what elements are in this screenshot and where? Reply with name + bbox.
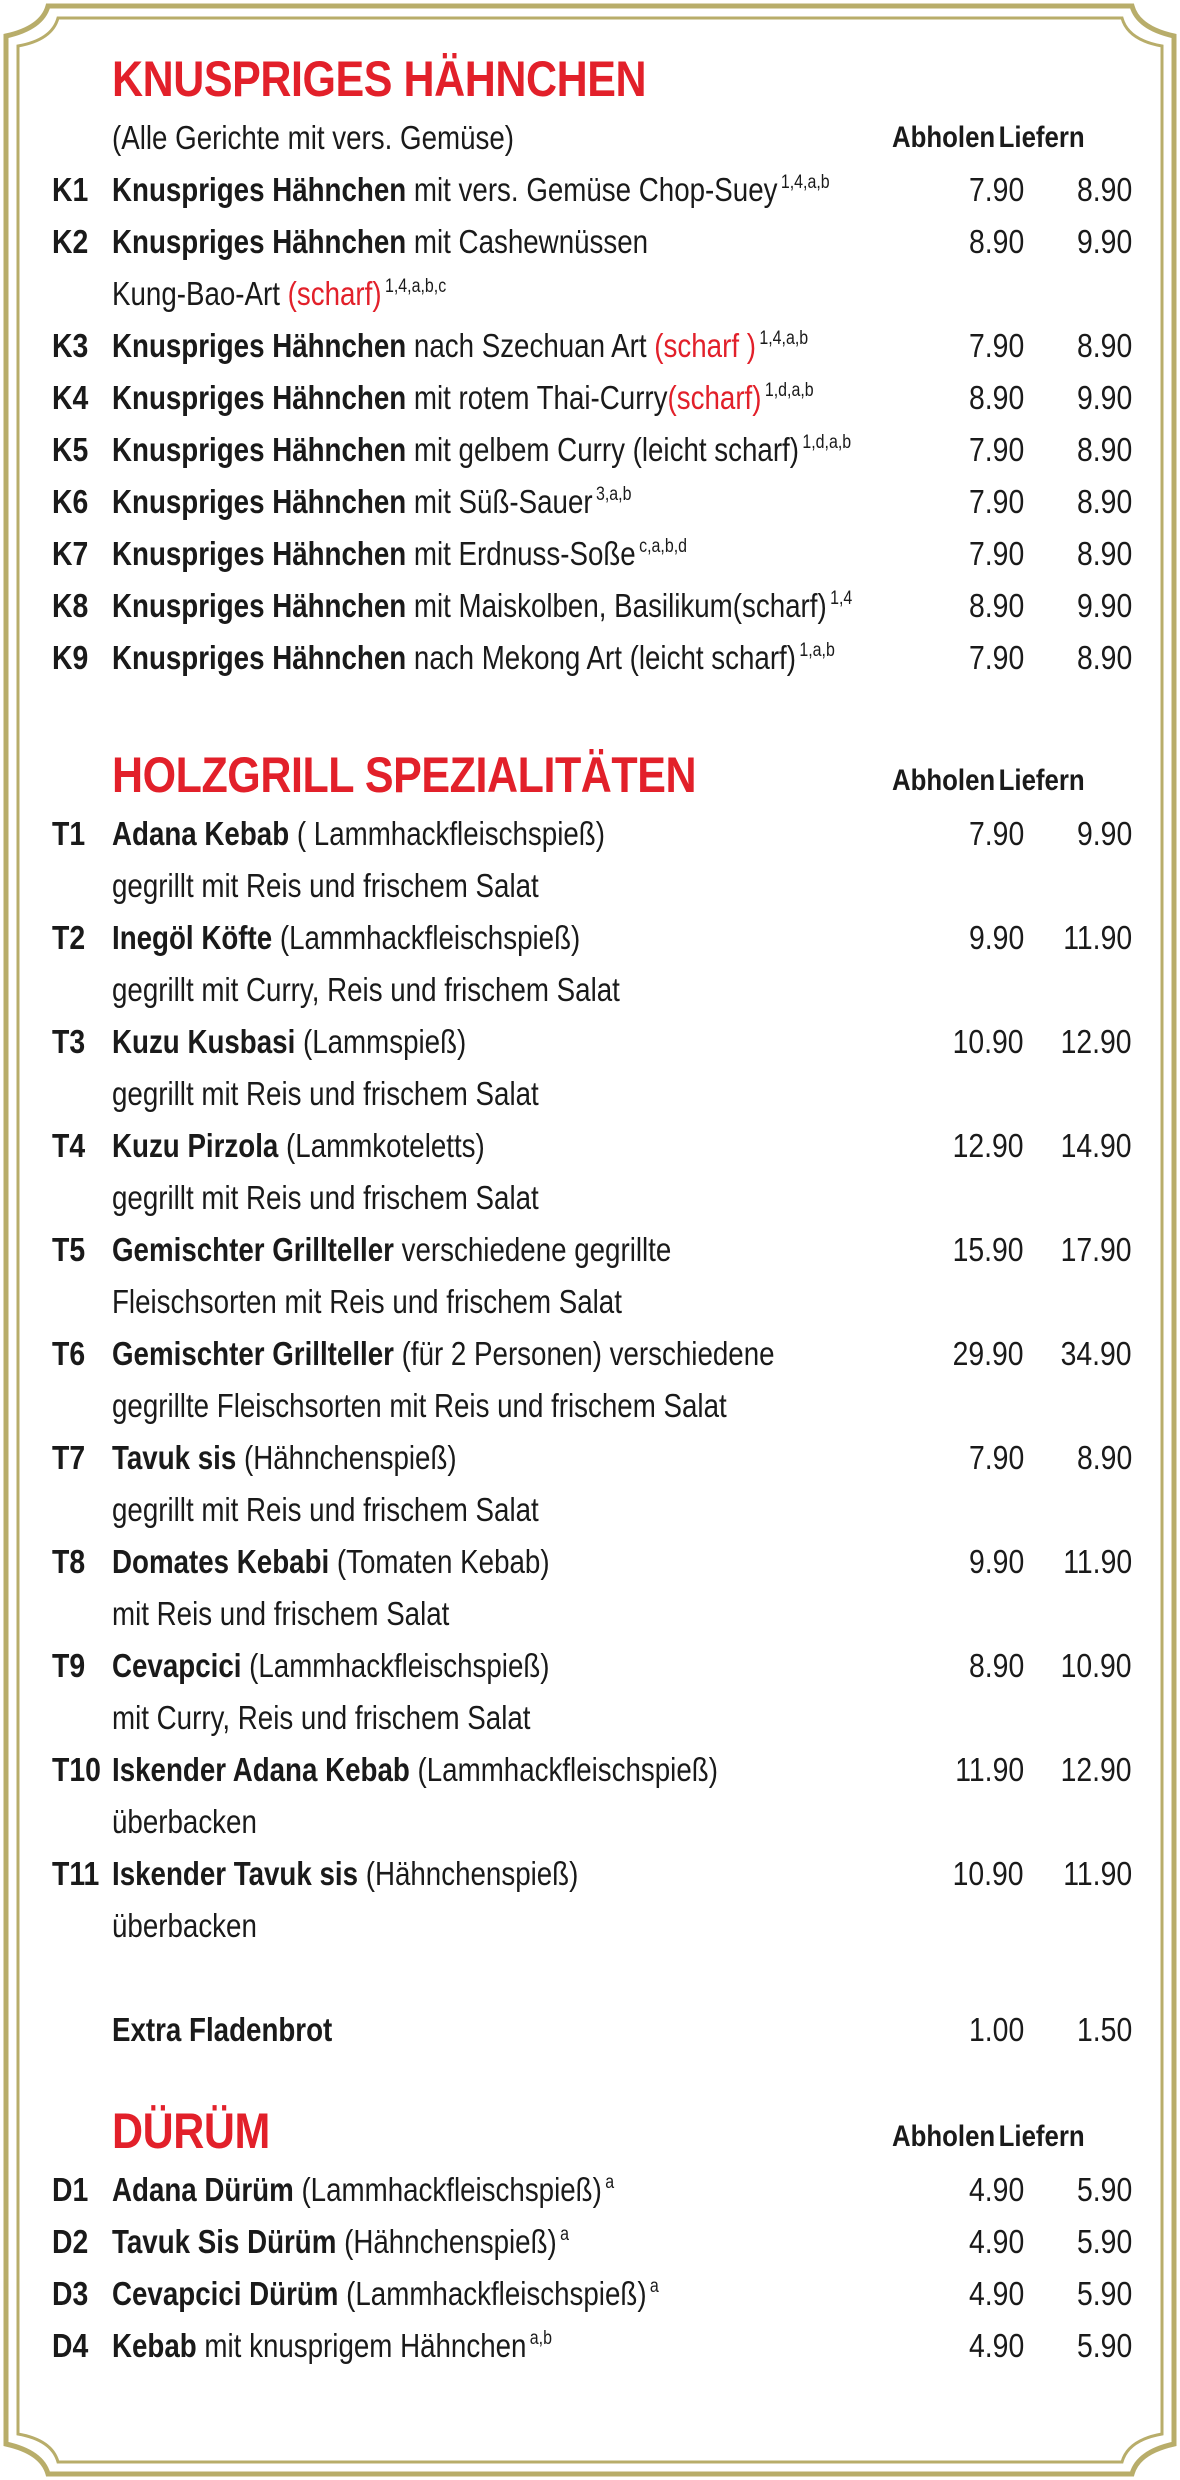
item-text <box>112 1848 578 1900</box>
item-text <box>112 1224 671 1276</box>
item-code: T6 <box>52 1335 86 1372</box>
item-description-cont: Kung-Bao-Art <box>112 275 280 312</box>
price-pickup: 8.90 <box>968 1647 1024 1684</box>
section-header-durum <box>52 2092 1132 2164</box>
price-delivery: 5.90 <box>1076 2275 1132 2312</box>
spicy-note: (scharf) <box>287 275 382 312</box>
item-name: Knuspriges Hähnchen <box>112 327 407 364</box>
menu-item-row <box>52 528 1132 580</box>
price-delivery: 8.90 <box>1076 171 1132 208</box>
item-text <box>112 528 687 580</box>
price-pickup: 10.90 <box>952 1855 1024 1892</box>
section-title: HOLZGRILL SPEZIALITÄTEN <box>112 747 697 803</box>
price-pickup: 4.90 <box>968 2171 1024 2208</box>
item-code: T11 <box>52 1855 100 1892</box>
item-description-cont: Fleischsorten mit Reis und frischem Salat <box>112 1283 622 1320</box>
item-name: Iskender Adana Kebab <box>112 1751 410 1788</box>
price-pickup: 7.90 <box>968 815 1024 852</box>
item-text <box>112 476 631 528</box>
item-description: mit Süß-Sauer <box>413 483 593 520</box>
item-description: (Lammspieß) <box>302 1023 467 1060</box>
item-code: T10 <box>52 1751 101 1788</box>
section-subtitle-row <box>52 112 1132 164</box>
item-continuation-text <box>112 860 539 912</box>
item-name: Kebab <box>112 2327 197 2364</box>
menu-item-row <box>52 2268 1132 2320</box>
item-code: T2 <box>52 919 86 956</box>
menu-item-row <box>52 2164 1132 2216</box>
price-pickup: 8.90 <box>968 379 1024 416</box>
price-pickup: 7.90 <box>968 171 1024 208</box>
item-description: ( Lammhackfleischspieß) <box>296 815 605 852</box>
menu-item-row <box>52 1640 1132 1692</box>
price-pickup: 7.90 <box>968 327 1024 364</box>
price-delivery: 8.90 <box>1076 483 1132 520</box>
allergen-codes: 1,d,a,b <box>764 380 814 401</box>
menu-item-row <box>52 216 1132 268</box>
item-description-cont: gegrillt mit Reis und frischem Salat <box>112 867 539 904</box>
item-name: Knuspriges Hähnchen <box>112 639 407 676</box>
menu-content <box>52 40 1132 2372</box>
item-description: (Lammkoteletts) <box>286 1127 485 1164</box>
item-name: Gemischter Grillteller <box>112 1335 394 1372</box>
item-description: (Lammhackfleischspieß) <box>346 2275 647 2312</box>
item-description-cont: mit Curry, Reis und frischem Salat <box>112 1699 531 1736</box>
item-code: D1 <box>52 2171 89 2208</box>
item-name: Cevapcici <box>112 1647 242 1684</box>
menu-item-row <box>52 2320 1132 2372</box>
spicy-note: (scharf ) <box>654 327 756 364</box>
item-description-cont: gegrillt mit Reis und frischem Salat <box>112 1075 539 1112</box>
menu-item-continuation <box>52 1900 1132 1952</box>
menu-item-row <box>52 580 1132 632</box>
price-pickup: 11.90 <box>955 1751 1024 1788</box>
item-text <box>112 216 648 268</box>
menu-item-row <box>52 1120 1132 1172</box>
column-labels <box>892 764 1098 798</box>
menu-item-continuation <box>52 268 1132 320</box>
allergen-codes: 1,4 <box>830 588 853 609</box>
allergen-codes: a,b <box>529 2328 553 2349</box>
price-delivery: 34.90 <box>1060 1335 1132 1372</box>
allergen-codes: a <box>560 2224 569 2245</box>
menu-item-continuation <box>52 964 1132 1016</box>
col-delivery-label: Liefern <box>998 2120 1085 2153</box>
item-code: T3 <box>52 1023 86 1060</box>
menu-item-row <box>52 1432 1132 1484</box>
price-delivery: 10.90 <box>1060 1647 1132 1684</box>
price-delivery: 12.90 <box>1060 1023 1132 1060</box>
item-name: Inegöl Köfte <box>112 919 273 956</box>
menu-item-row <box>52 1848 1132 1900</box>
item-text <box>112 912 580 964</box>
item-text <box>112 580 852 632</box>
item-text <box>112 320 808 372</box>
section-header-holzgrill <box>52 736 1132 808</box>
item-code: K1 <box>52 171 89 208</box>
menu-item-row <box>52 1536 1132 1588</box>
item-code: T5 <box>52 1231 86 1268</box>
price-pickup: 7.90 <box>968 535 1024 572</box>
price-pickup: 4.90 <box>968 2275 1024 2312</box>
price-delivery: 11.90 <box>1063 919 1132 956</box>
menu-item-row <box>52 424 1132 476</box>
item-code: K3 <box>52 327 89 364</box>
item-text <box>112 2268 659 2320</box>
menu-list-holzgrill <box>52 808 1132 1952</box>
item-description: mit Erdnuss-Soße <box>413 535 636 572</box>
menu-item-continuation <box>52 1796 1132 1848</box>
item-text <box>112 2216 569 2268</box>
item-code: D4 <box>52 2327 89 2364</box>
item-name: Tavuk Sis Dürüm <box>112 2223 337 2260</box>
item-continuation-text <box>112 964 620 1016</box>
item-code: D2 <box>52 2223 89 2260</box>
menu-item-continuation <box>52 860 1132 912</box>
item-text <box>112 2164 614 2216</box>
item-description: mit vers. Gemüse Chop-Suey <box>413 171 778 208</box>
price-delivery: 9.90 <box>1076 815 1132 852</box>
item-description: mit Cashewnüssen <box>413 223 649 260</box>
menu-item-row <box>52 1224 1132 1276</box>
price-pickup: 10.90 <box>952 1023 1024 1060</box>
menu-item-continuation <box>52 1484 1132 1536</box>
price-pickup: 7.90 <box>968 431 1024 468</box>
item-name: Kuzu Pirzola <box>112 1127 279 1164</box>
menu-item-row <box>52 1328 1132 1380</box>
price-pickup: 9.90 <box>968 1543 1024 1580</box>
item-description-cont: überbacken <box>112 1803 257 1840</box>
price-delivery: 12.90 <box>1060 1751 1132 1788</box>
item-continuation-text <box>112 268 446 320</box>
menu-list-knuspriges <box>52 164 1132 684</box>
item-description-cont: überbacken <box>112 1907 257 1944</box>
item-code: K7 <box>52 535 89 572</box>
menu-item-row <box>52 1744 1132 1796</box>
price-delivery: 9.90 <box>1076 223 1132 260</box>
menu-item-continuation <box>52 1588 1132 1640</box>
item-code: K9 <box>52 639 89 676</box>
item-name: Adana Kebab <box>112 815 290 852</box>
item-description: (Lammhackfleischspieß) <box>279 919 581 956</box>
item-text <box>112 424 851 476</box>
price-delivery: 17.90 <box>1060 1231 1132 1268</box>
allergen-codes: a <box>649 2276 659 2297</box>
price-pickup: 29.90 <box>952 1335 1024 1372</box>
menu-item-continuation <box>52 1692 1132 1744</box>
item-code: K4 <box>52 379 89 416</box>
price-delivery: 11.90 <box>1063 1855 1132 1892</box>
price-pickup: 7.90 <box>968 1439 1024 1476</box>
item-description-cont: gegrillt mit Curry, Reis und frischem Salat <box>112 971 620 1008</box>
item-name: Cevapcici Dürüm <box>112 2275 339 2312</box>
price-delivery: 11.90 <box>1063 1543 1132 1580</box>
item-description: (Lammhackfleischspieß) <box>417 1751 718 1788</box>
item-code: K2 <box>52 223 89 260</box>
price-pickup: 12.90 <box>952 1127 1024 1164</box>
item-continuation-text <box>112 1900 257 1952</box>
col-pickup-label: Abholen <box>892 2120 996 2153</box>
item-description: mit rotem Thai-Curry <box>413 379 668 416</box>
item-text <box>112 1120 485 1172</box>
item-continuation-text <box>112 1172 539 1224</box>
column-labels <box>892 112 1098 164</box>
item-description: (Lammhackfleischspieß) <box>249 1647 550 1684</box>
price-delivery: 5.90 <box>1076 2223 1132 2260</box>
item-description-cont: gegrillte Fleischsorten mit Reis und frischem Salat <box>112 1387 727 1424</box>
item-continuation-text <box>112 1588 449 1640</box>
menu-item-row <box>52 808 1132 860</box>
item-name: Extra Fladenbrot <box>112 2011 333 2048</box>
menu-item-extra <box>52 2004 1132 2056</box>
item-text <box>112 372 814 424</box>
item-continuation-text <box>112 1380 727 1432</box>
item-code: K6 <box>52 483 89 520</box>
price-delivery: 8.90 <box>1076 327 1132 364</box>
item-text <box>112 632 835 684</box>
item-description: mit Maiskolben, Basilikum(scharf) <box>413 587 827 624</box>
item-continuation-text <box>112 1068 539 1120</box>
item-description-cont: gegrillt mit Reis und frischem Salat <box>112 1491 539 1528</box>
menu-item-row <box>52 1016 1132 1068</box>
item-text <box>112 2320 552 2372</box>
item-continuation-text <box>112 1692 530 1744</box>
item-code: K5 <box>52 431 89 468</box>
item-text <box>112 808 605 860</box>
allergen-codes: 1,4,a,b <box>759 328 809 349</box>
item-name: Knuspriges Hähnchen <box>112 483 407 520</box>
item-name: Knuspriges Hähnchen <box>112 535 407 572</box>
item-text <box>112 1432 457 1484</box>
spicy-note: (scharf) <box>667 379 762 416</box>
menu-item-continuation <box>52 1380 1132 1432</box>
item-code: T7 <box>52 1439 86 1476</box>
item-code: T4 <box>52 1127 86 1164</box>
allergen-codes: 1,4,a,b <box>780 172 830 193</box>
price-pickup: 8.90 <box>968 587 1024 624</box>
item-name: Domates Kebabi <box>112 1543 330 1580</box>
item-name: Gemischter Grillteller <box>112 1231 394 1268</box>
menu-item-row <box>52 476 1132 528</box>
price-delivery: 1.50 <box>1076 2011 1132 2048</box>
allergen-codes: 1,a,b <box>799 640 835 661</box>
price-pickup: 4.90 <box>968 2327 1024 2364</box>
allergen-codes: c,a,b,d <box>639 536 688 557</box>
item-name: Knuspriges Hähnchen <box>112 431 407 468</box>
allergen-codes: a <box>605 2172 615 2193</box>
col-delivery-label: Liefern <box>998 764 1085 797</box>
section-title: DÜRÜM <box>112 2103 270 2159</box>
item-continuation-text <box>112 1276 622 1328</box>
item-name: Iskender Tavuk sis <box>112 1855 359 1892</box>
item-code: T8 <box>52 1543 86 1580</box>
menu-item-row <box>52 912 1132 964</box>
item-continuation-text <box>112 1484 539 1536</box>
item-description: (Lammhackfleischspieß) <box>301 2171 602 2208</box>
price-pickup: 15.90 <box>952 1231 1024 1268</box>
price-delivery: 5.90 <box>1076 2327 1132 2364</box>
item-continuation-text <box>112 1796 257 1848</box>
column-labels <box>892 2120 1098 2154</box>
item-name: Knuspriges Hähnchen <box>112 223 407 260</box>
price-delivery: 9.90 <box>1076 587 1132 624</box>
item-name: Knuspriges Hähnchen <box>112 171 407 208</box>
item-text <box>112 1016 466 1068</box>
price-delivery: 8.90 <box>1076 431 1132 468</box>
price-pickup: 8.90 <box>968 223 1024 260</box>
price-pickup: 7.90 <box>968 639 1024 676</box>
price-delivery: 8.90 <box>1076 639 1132 676</box>
item-description: nach Szechuan Art <box>413 327 647 364</box>
item-description: nach Mekong Art (leicht scharf) <box>413 639 796 676</box>
allergen-codes: 1,d,a,b <box>802 432 852 453</box>
menu-list-durum <box>52 2164 1132 2372</box>
col-pickup-label: Abholen <box>892 121 996 154</box>
price-delivery: 8.90 <box>1076 535 1132 572</box>
price-delivery: 9.90 <box>1076 379 1132 416</box>
menu-item-row <box>52 2216 1132 2268</box>
menu-item-row <box>52 320 1132 372</box>
item-description: (für 2 Personen) verschiedene <box>401 1335 775 1372</box>
price-delivery: 14.90 <box>1060 1127 1132 1164</box>
col-delivery-label: Liefern <box>998 121 1085 154</box>
item-text <box>112 1328 775 1380</box>
item-code: K8 <box>52 587 89 624</box>
item-description: verschiedene gegrillte <box>401 1231 672 1268</box>
item-name: Knuspriges Hähnchen <box>112 379 407 416</box>
col-pickup-label: Abholen <box>892 764 996 797</box>
item-description: (Hähnchenspieß) <box>344 2223 557 2260</box>
item-text <box>112 164 830 216</box>
price-delivery: 5.90 <box>1076 2171 1132 2208</box>
menu-item-continuation <box>52 1068 1132 1120</box>
allergen-codes: 1,4,a,b,c <box>384 276 447 297</box>
item-description-cont: mit Reis und frischem Salat <box>112 1595 450 1632</box>
item-description: mit knusprigem Hähnchen <box>204 2327 527 2364</box>
item-description: (Hähnchenspieß) <box>243 1439 457 1476</box>
item-code: D3 <box>52 2275 89 2312</box>
item-text <box>112 1744 718 1796</box>
price-pickup: 7.90 <box>968 483 1024 520</box>
menu-item-row <box>52 164 1132 216</box>
price-pickup: 1.00 <box>968 2011 1024 2048</box>
menu-item-row <box>52 372 1132 424</box>
item-description: (Tomaten Kebab) <box>336 1543 550 1580</box>
item-name: Adana Dürüm <box>112 2171 294 2208</box>
menu-item-continuation <box>52 1172 1132 1224</box>
section-header-knuspriges <box>52 40 1132 112</box>
item-code: T9 <box>52 1647 86 1684</box>
item-description-cont: gegrillt mit Reis und frischem Salat <box>112 1179 539 1216</box>
section-subtitle: (Alle Gerichte mit vers. Gemüse) <box>112 119 515 156</box>
item-description: (Hähnchenspieß) <box>365 1855 579 1892</box>
item-text <box>112 1536 550 1588</box>
item-name: Knuspriges Hähnchen <box>112 587 407 624</box>
price-delivery: 8.90 <box>1076 1439 1132 1476</box>
price-pickup: 4.90 <box>968 2223 1024 2260</box>
item-name: Kuzu Kusbasi <box>112 1023 296 1060</box>
item-code: T1 <box>52 815 86 852</box>
price-pickup: 9.90 <box>968 919 1024 956</box>
item-name: Tavuk sis <box>112 1439 237 1476</box>
item-description: mit gelbem Curry (leicht scharf) <box>413 431 800 468</box>
menu-item-row <box>52 632 1132 684</box>
section-title: KNUSPRIGES HÄHNCHEN <box>112 51 647 107</box>
allergen-codes: 3,a,b <box>595 484 632 505</box>
menu-item-continuation <box>52 1276 1132 1328</box>
item-text <box>112 1640 550 1692</box>
